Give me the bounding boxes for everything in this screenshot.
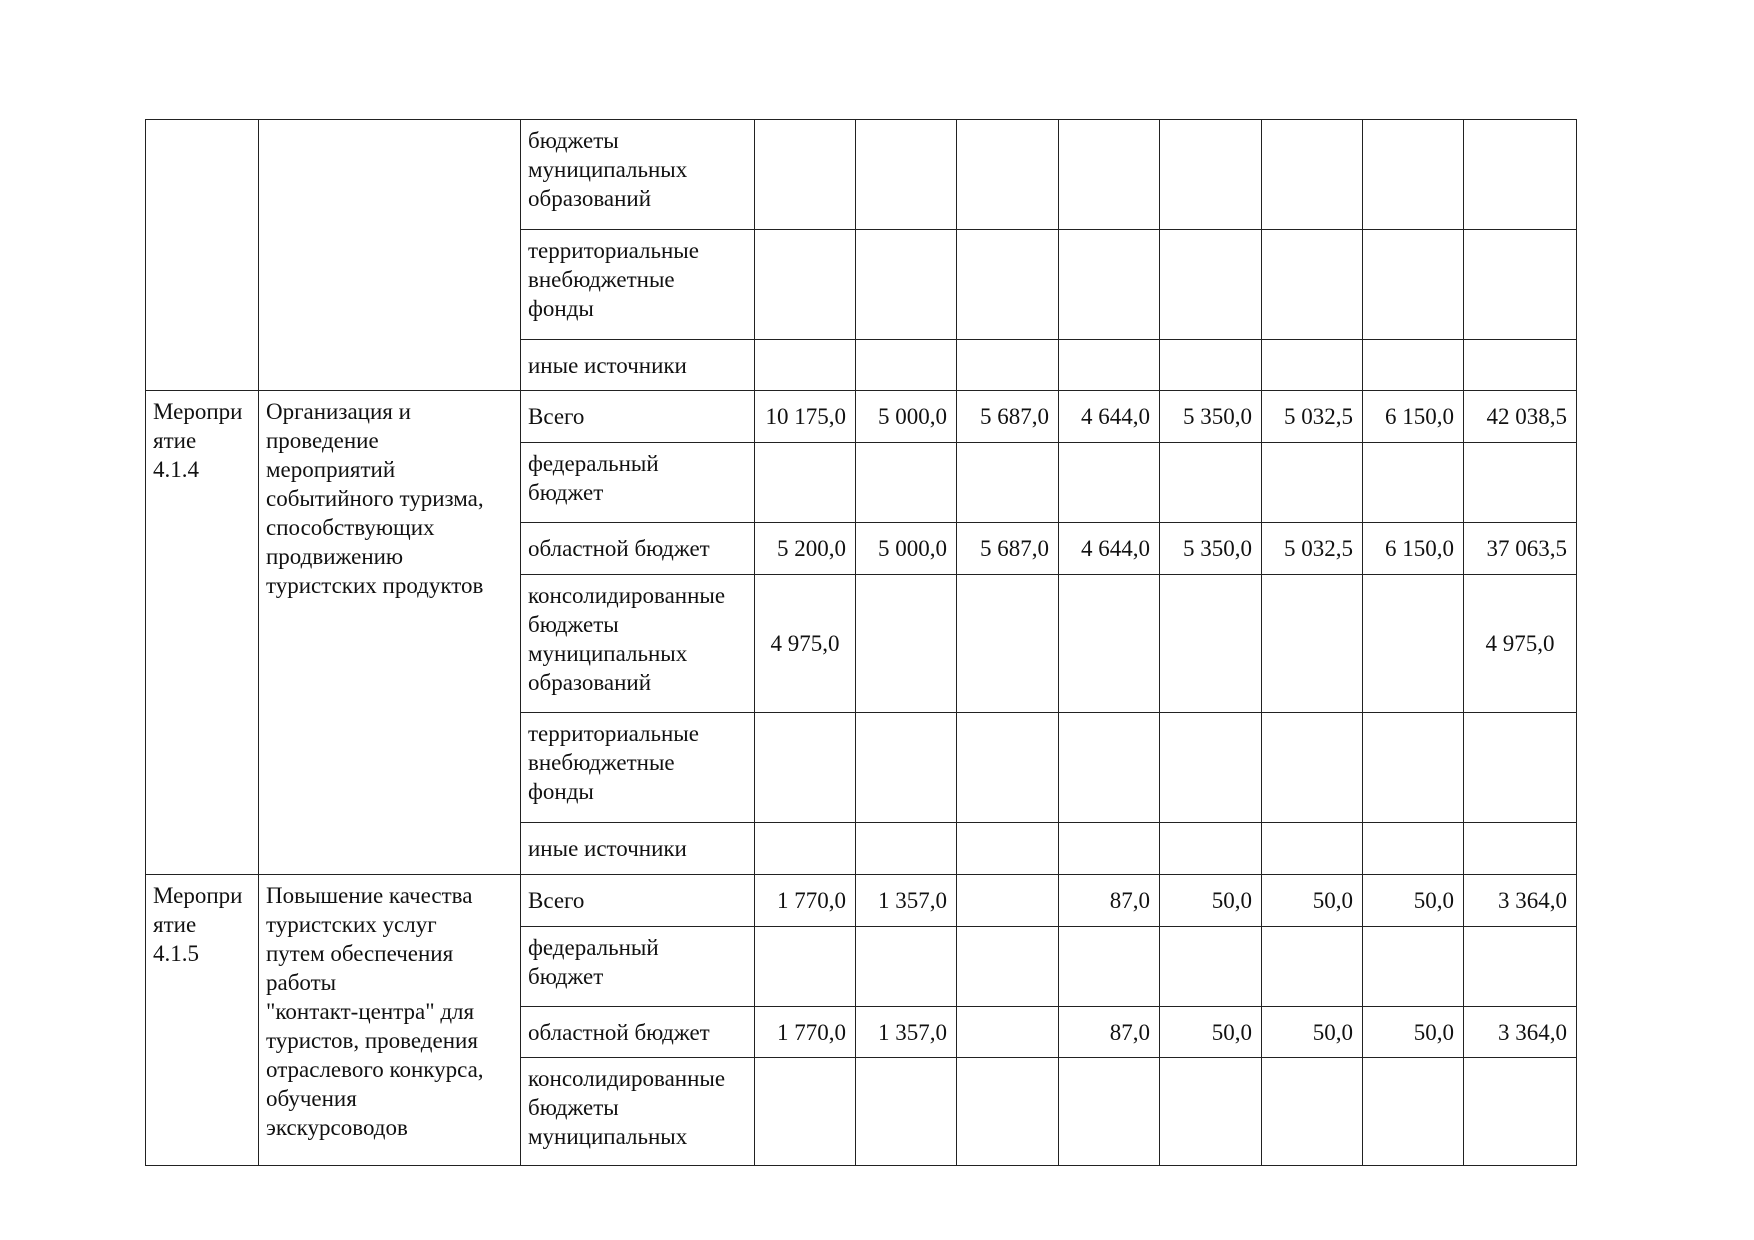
value-cell: 1 357,0: [856, 1007, 957, 1058]
value-cell: [957, 575, 1059, 713]
value-cell: 5 687,0: [957, 391, 1059, 443]
value-cell: [1160, 443, 1262, 523]
source-cell: Всего: [521, 391, 755, 443]
value-cell: [1464, 443, 1577, 523]
source-cell: областной бюджет: [521, 1007, 755, 1058]
value-cell: 50,0: [1160, 875, 1262, 927]
value-cell: 1 770,0: [755, 1007, 856, 1058]
value-cell: 50,0: [1262, 1007, 1363, 1058]
value-cell: [1464, 823, 1577, 875]
value-cell: [1262, 927, 1363, 1007]
source-cell: иные источники: [521, 823, 755, 875]
activity-code: Меропри ятие 4.1.4: [153, 399, 243, 482]
value-cell: [856, 120, 957, 230]
value-cell: 3 364,0: [1464, 875, 1577, 927]
source-cell: иные источники: [521, 340, 755, 391]
value-cell: [957, 120, 1059, 230]
source-cell: федеральный бюджет: [521, 927, 755, 1007]
value-cell: 37 063,5: [1464, 523, 1577, 575]
value-cell: [957, 875, 1059, 927]
value-cell: [1464, 1058, 1577, 1166]
value-cell: [1262, 340, 1363, 391]
value-cell: [755, 443, 856, 523]
value-cell: [1160, 823, 1262, 875]
value-cell: [1059, 575, 1160, 713]
value-cell: 4 975,0: [1464, 575, 1577, 713]
value-cell: [1059, 120, 1160, 230]
value-cell: [1363, 927, 1464, 1007]
activity-name-cell: [259, 875, 521, 1166]
value-cell: [957, 1007, 1059, 1058]
value-cell: 5 032,5: [1262, 391, 1363, 443]
value-cell: [1363, 823, 1464, 875]
table-row: [146, 875, 1577, 927]
value-cell: 5 000,0: [856, 523, 957, 575]
value-cell: [1464, 120, 1577, 230]
value-cell: [1160, 713, 1262, 823]
value-cell: [1363, 443, 1464, 523]
value-cell: [1262, 230, 1363, 340]
value-cell: [755, 1058, 856, 1166]
value-cell: 42 038,5: [1464, 391, 1577, 443]
source-cell: консолидированные бюджеты муниципальных образований: [521, 575, 755, 713]
value-cell: [1262, 575, 1363, 713]
value-cell: 50,0: [1363, 875, 1464, 927]
value-cell: [1262, 713, 1363, 823]
value-cell: [1059, 443, 1160, 523]
value-cell: [957, 823, 1059, 875]
source-cell: территориальные внебюджетные фонды: [521, 230, 755, 340]
value-cell: [1363, 575, 1464, 713]
value-cell: [1059, 823, 1160, 875]
value-cell: [755, 823, 856, 875]
value-cell: [1160, 1058, 1262, 1166]
source-cell: федеральный бюджет: [521, 443, 755, 523]
value-cell: [1160, 230, 1262, 340]
value-cell: 1 770,0: [755, 875, 856, 927]
value-cell: [1059, 230, 1160, 340]
value-cell: [1363, 1058, 1464, 1166]
value-cell: [856, 230, 957, 340]
value-cell: [1262, 823, 1363, 875]
value-cell: 50,0: [1160, 1007, 1262, 1058]
value-cell: [1160, 340, 1262, 391]
value-cell: 87,0: [1059, 1007, 1160, 1058]
value-cell: [856, 927, 957, 1007]
value-cell: 5 350,0: [1160, 523, 1262, 575]
value-cell: 87,0: [1059, 875, 1160, 927]
value-cell: 5 032,5: [1262, 523, 1363, 575]
value-cell: 4 644,0: [1059, 391, 1160, 443]
value-cell: [1262, 1058, 1363, 1166]
value-cell: [755, 120, 856, 230]
table-row: [146, 391, 1577, 443]
value-cell: [1160, 575, 1262, 713]
activity-code-cell: [146, 875, 259, 1166]
value-cell: 6 150,0: [1363, 391, 1464, 443]
value-cell: [1160, 927, 1262, 1007]
value-cell: [1059, 927, 1160, 1007]
value-cell: 5 200,0: [755, 523, 856, 575]
value-cell: [755, 340, 856, 391]
value-cell: [1160, 120, 1262, 230]
value-cell: [957, 1058, 1059, 1166]
value-cell: [957, 340, 1059, 391]
value-cell: [856, 713, 957, 823]
value-cell: [1464, 340, 1577, 391]
value-cell: 1 357,0: [856, 875, 957, 927]
source-cell: областной бюджет: [521, 523, 755, 575]
value-cell: 3 364,0: [1464, 1007, 1577, 1058]
table-row: [146, 120, 1577, 230]
activity-code-cell: [146, 391, 259, 875]
code-cell-empty: [146, 120, 259, 391]
value-cell: [755, 927, 856, 1007]
activity-name: Организация и проведение мероприятий событийного туризма, способствующих продвижению туристских продуктов: [266, 399, 484, 598]
value-cell: 50,0: [1262, 875, 1363, 927]
value-cell: 4 644,0: [1059, 523, 1160, 575]
value-cell: [957, 443, 1059, 523]
value-cell: [1363, 340, 1464, 391]
value-cell: [957, 713, 1059, 823]
value-cell: [1059, 1058, 1160, 1166]
value-cell: [1464, 230, 1577, 340]
source-cell: консолидированные бюджеты муниципальных: [521, 1058, 755, 1166]
value-cell: 10 175,0: [755, 391, 856, 443]
value-cell: [856, 823, 957, 875]
value-cell: [957, 230, 1059, 340]
value-cell: 5 000,0: [856, 391, 957, 443]
value-cell: 5 687,0: [957, 523, 1059, 575]
value-cell: [1363, 120, 1464, 230]
value-cell: [856, 575, 957, 713]
budget-table: [145, 119, 1577, 1166]
value-cell: [1363, 713, 1464, 823]
source-cell: территориальные внебюджетные фонды: [521, 713, 755, 823]
value-cell: [1059, 340, 1160, 391]
source-cell: Всего: [521, 875, 755, 927]
value-cell: [755, 230, 856, 340]
value-cell: 6 150,0: [1363, 523, 1464, 575]
value-cell: [1464, 713, 1577, 823]
value-cell: [856, 340, 957, 391]
activity-name-cell: [259, 391, 521, 875]
activity-name: Повышение качества туристских услуг путем обеспечения работы "контакт-центра" для туристов, проведения отраслевого конкурса, обучения экскурсоводов: [266, 883, 484, 1140]
value-cell: 4 975,0: [755, 575, 856, 713]
value-cell: [1363, 230, 1464, 340]
value-cell: [755, 713, 856, 823]
activity-code: Меропри ятие 4.1.5: [153, 883, 243, 966]
value-cell: [856, 1058, 957, 1166]
value-cell: [1464, 927, 1577, 1007]
source-cell: бюджеты муниципальных образований: [521, 120, 755, 230]
value-cell: [1262, 443, 1363, 523]
value-cell: [1059, 713, 1160, 823]
value-cell: [957, 927, 1059, 1007]
value-cell: [856, 443, 957, 523]
name-cell-empty: [259, 120, 521, 391]
value-cell: [1262, 120, 1363, 230]
value-cell: 5 350,0: [1160, 391, 1262, 443]
value-cell: 50,0: [1363, 1007, 1464, 1058]
